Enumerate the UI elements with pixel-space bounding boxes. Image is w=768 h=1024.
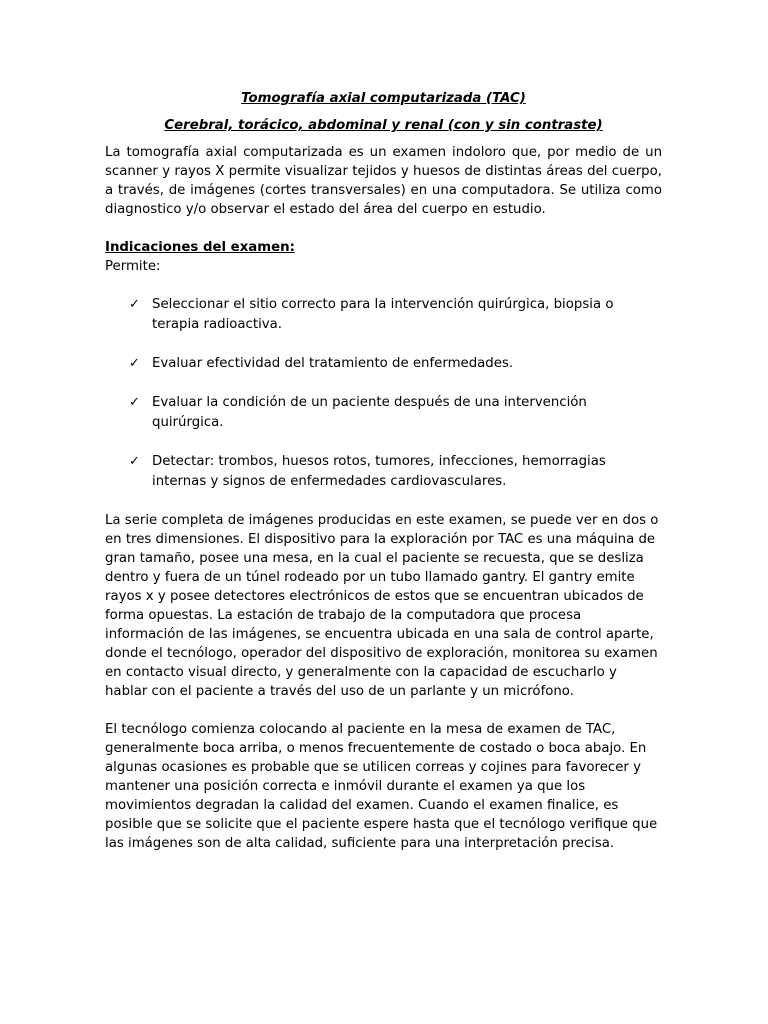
checkmark-icon: ✓ bbox=[129, 395, 140, 410]
gantry-paragraph: La serie completa de imágenes producidas en este examen, se puede ver en dos o en tres dimensiones. El dispositivo para la exploración por TAC es una máquina de gran tamaño, posee una mesa, en la cual el paciente se recuesta, que se desliza dentro y fuera de un túnel rodeado por un tubo llamado gantry. El gantry emite rayos x y posee detectores electrónicos de estos que se encuentran ubicados de forma opuestas. La estación de trabajo de la computadora que procesa información de las imágenes, se encuentra ubicada en una sala de control aparte, donde el tecnólogo, operador del dispositivo de exploración, monitorea su examen en contacto visual directo, y generalmente con la capacidad de escucharlo y hablar con el paciente a través del uso de un parlante y un micrófono. bbox=[105, 513, 659, 699]
list-item bbox=[105, 393, 662, 433]
indications-list bbox=[105, 295, 662, 492]
list-item-text: Seleccionar el sitio correcto para la intervención quirúrgica, biopsia o terapia radioactiva. bbox=[152, 297, 614, 332]
list-item-text: Evaluar la condición de un paciente después de una intervención quirúrgica. bbox=[152, 395, 587, 430]
checkmark-icon: ✓ bbox=[129, 454, 140, 469]
checkmark-icon: ✓ bbox=[129, 356, 140, 371]
list-item-text: Detectar: trombos, huesos rotos, tumores, infecciones, hemorragias internas y signos de enfermedades cardiovasculares. bbox=[152, 454, 606, 489]
list-item bbox=[105, 354, 662, 374]
document-page bbox=[105, 89, 662, 853]
list-item-text: Evaluar efectividad del tratamiento de enfermedades. bbox=[152, 356, 514, 371]
indications-heading: Indicaciones del examen: bbox=[105, 240, 295, 255]
document-title: Tomografía axial computarizada (TAC) bbox=[241, 91, 526, 106]
intro-paragraph: La tomografía axial computarizada es un examen indoloro que, por medio de un scanner y rayos X permite visualizar tejidos y huesos de distintas áreas del cuerpo, a través, de imágenes (cortes transversales) en una computadora. Se utiliza como diagnostico y/o observar el estado del área del cuerpo en estudio. bbox=[105, 145, 662, 217]
checkmark-icon: ✓ bbox=[129, 297, 140, 312]
list-item bbox=[105, 452, 662, 492]
procedure-paragraph: El tecnólogo comienza colocando al paciente en la mesa de examen de TAC, generalmente boca arriba, o menos frecuentemente de costado o boca abajo. En algunas ocasiones es probable que se utilicen correas y cojines para favorecer y mantener una posición correcta e inmóvil durante el examen ya que los movimientos degradan la calidad del examen. Cuando el examen finalice, es posible que se solicite que el paciente espere hasta que el tecnólogo verifique que las imágenes son de alta calidad, suficiente para una interpretación precisa. bbox=[105, 722, 658, 851]
permite-label: Permite: bbox=[105, 259, 161, 274]
list-item bbox=[105, 295, 662, 335]
document-subtitle: Cerebral, torácico, abdominal y renal (con y sin contraste) bbox=[164, 118, 603, 133]
